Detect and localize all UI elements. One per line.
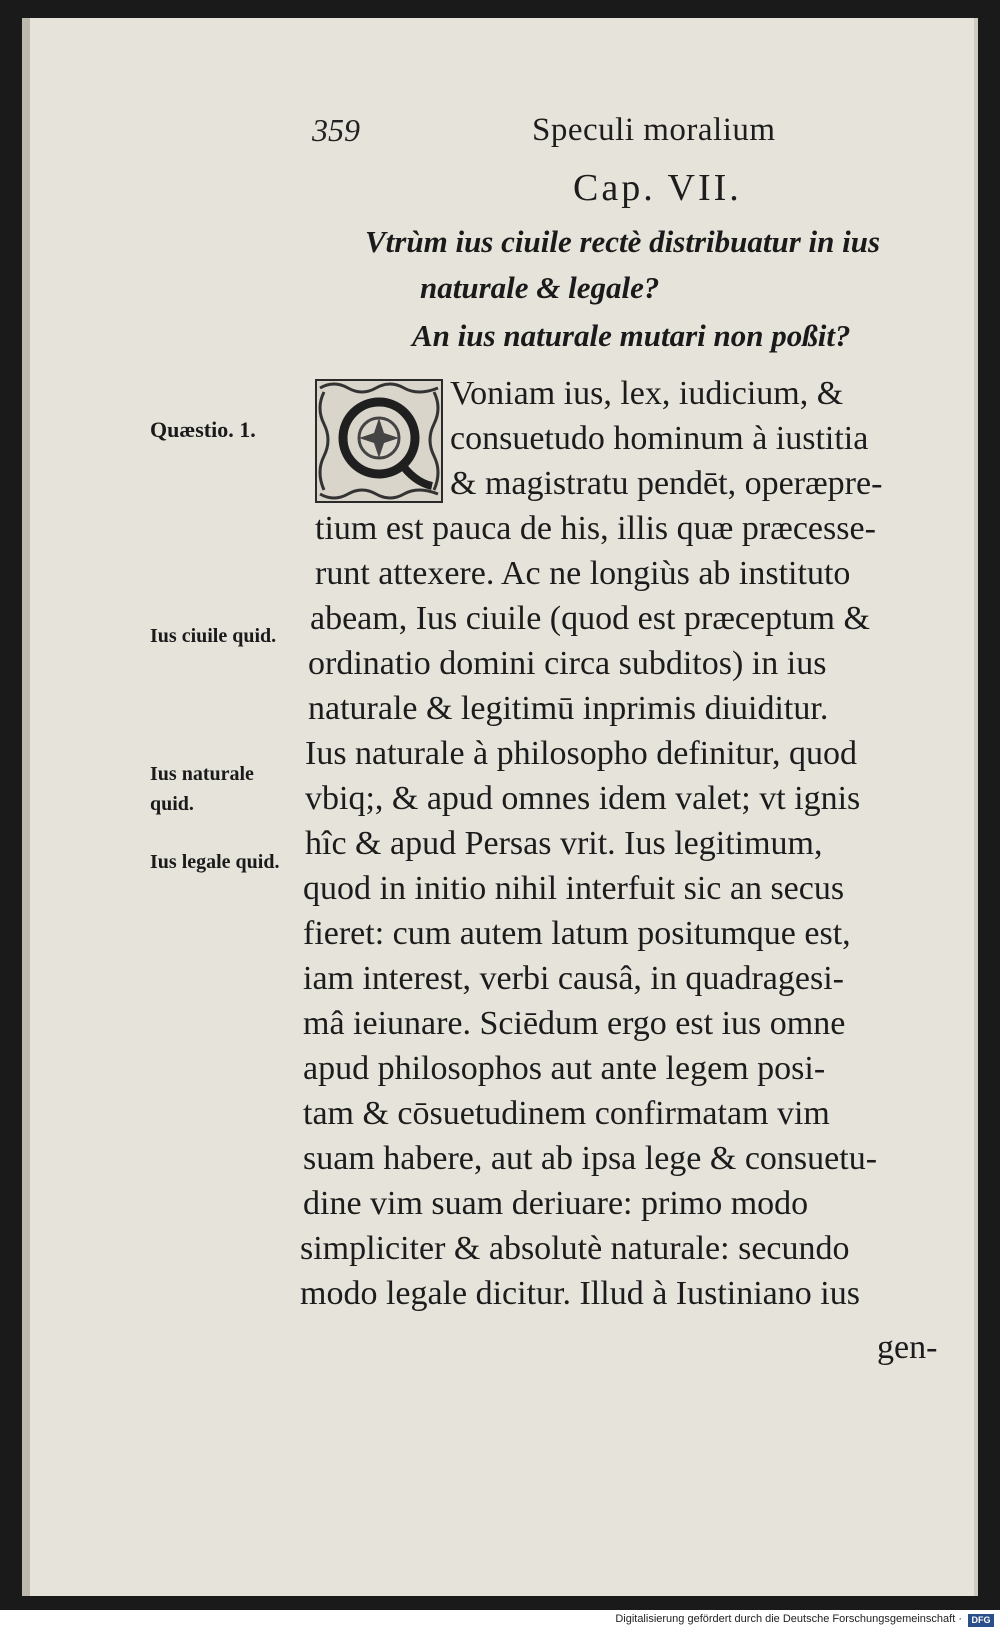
body-line: Voniam ius, lex, iudicium, &: [450, 375, 844, 412]
margin-note-ius-ciuile: Ius ciuile quid.: [150, 625, 277, 647]
body-line: consuetudo hominum à iustitia: [450, 420, 869, 457]
body-line: & magistratu pendēt, operæpre-: [450, 465, 883, 502]
decorated-initial-icon: [314, 378, 444, 504]
body-line: modo legale dicitur. Illud à Iustiniano ius: [300, 1275, 860, 1312]
running-head: [312, 112, 812, 152]
question-line: An ius naturale mutari non poßit?: [412, 318, 851, 353]
margin-note-ius-legale: Ius legale quid.: [150, 851, 280, 873]
body-line: iam interest, verbi causâ, in quadragesi-: [303, 960, 844, 997]
body-line: apud philosophos aut ante legem posi-: [303, 1050, 826, 1087]
margin-note-quaestio: Quæstio. 1.: [150, 417, 256, 442]
body-line: ordinatio domini circa subditos) in ius: [308, 645, 827, 682]
body-line: abeam, Ius ciuile (quod est præceptum &: [310, 600, 870, 637]
body-line: simpliciter & absolutè naturale: secundo: [300, 1230, 850, 1267]
body-line: tium est pauca de his, illis quæ præcesse-: [315, 510, 876, 547]
running-head-title: Speculi moralium: [532, 112, 776, 148]
body-line: naturale & legitimū inprimis diuiditur.: [308, 690, 829, 727]
body-line: fieret: cum autem latum positumque est,: [303, 915, 851, 952]
body-line: hîc & apud Persas vrit. Ius legitimum,: [305, 825, 823, 862]
footer: [0, 1612, 1000, 1631]
question-line: naturale & legale?: [420, 270, 660, 305]
body-line: Ius naturale à philosopho definitur, quod: [305, 735, 857, 772]
chapter-heading: Cap. VII.: [573, 167, 742, 209]
margin-note-ius-naturale: Ius naturale quid.: [150, 763, 254, 815]
page-number: 359: [312, 112, 360, 148]
body-line: vbiq;, & apud omnes idem valet; vt ignis: [305, 780, 861, 817]
question-line: Vtrùm ius ciuile rectè distribuatur in ius: [365, 224, 881, 259]
body-line: mâ ieiunare. Sciēdum ergo est ius omne: [303, 1005, 846, 1042]
dfg-logo-icon: DFG: [968, 1614, 994, 1627]
body-line: quod in initio nihil interfuit sic an secus: [303, 870, 845, 907]
footer-credit: Digitalisierung gefördert durch die Deutsche Forschungsgemeinschaft ·: [615, 1613, 962, 1625]
body-line: runt attexere. Ac ne longiùs ab instituto: [315, 555, 851, 592]
body-line: tam & cōsuetudinem confirmatam vim: [303, 1095, 830, 1132]
catchword: gen-: [877, 1329, 938, 1366]
body-line: dine vim suam deriuare: primo modo: [303, 1185, 809, 1222]
body-line: suam habere, aut ab ipsa lege & consuetu-: [303, 1140, 878, 1177]
